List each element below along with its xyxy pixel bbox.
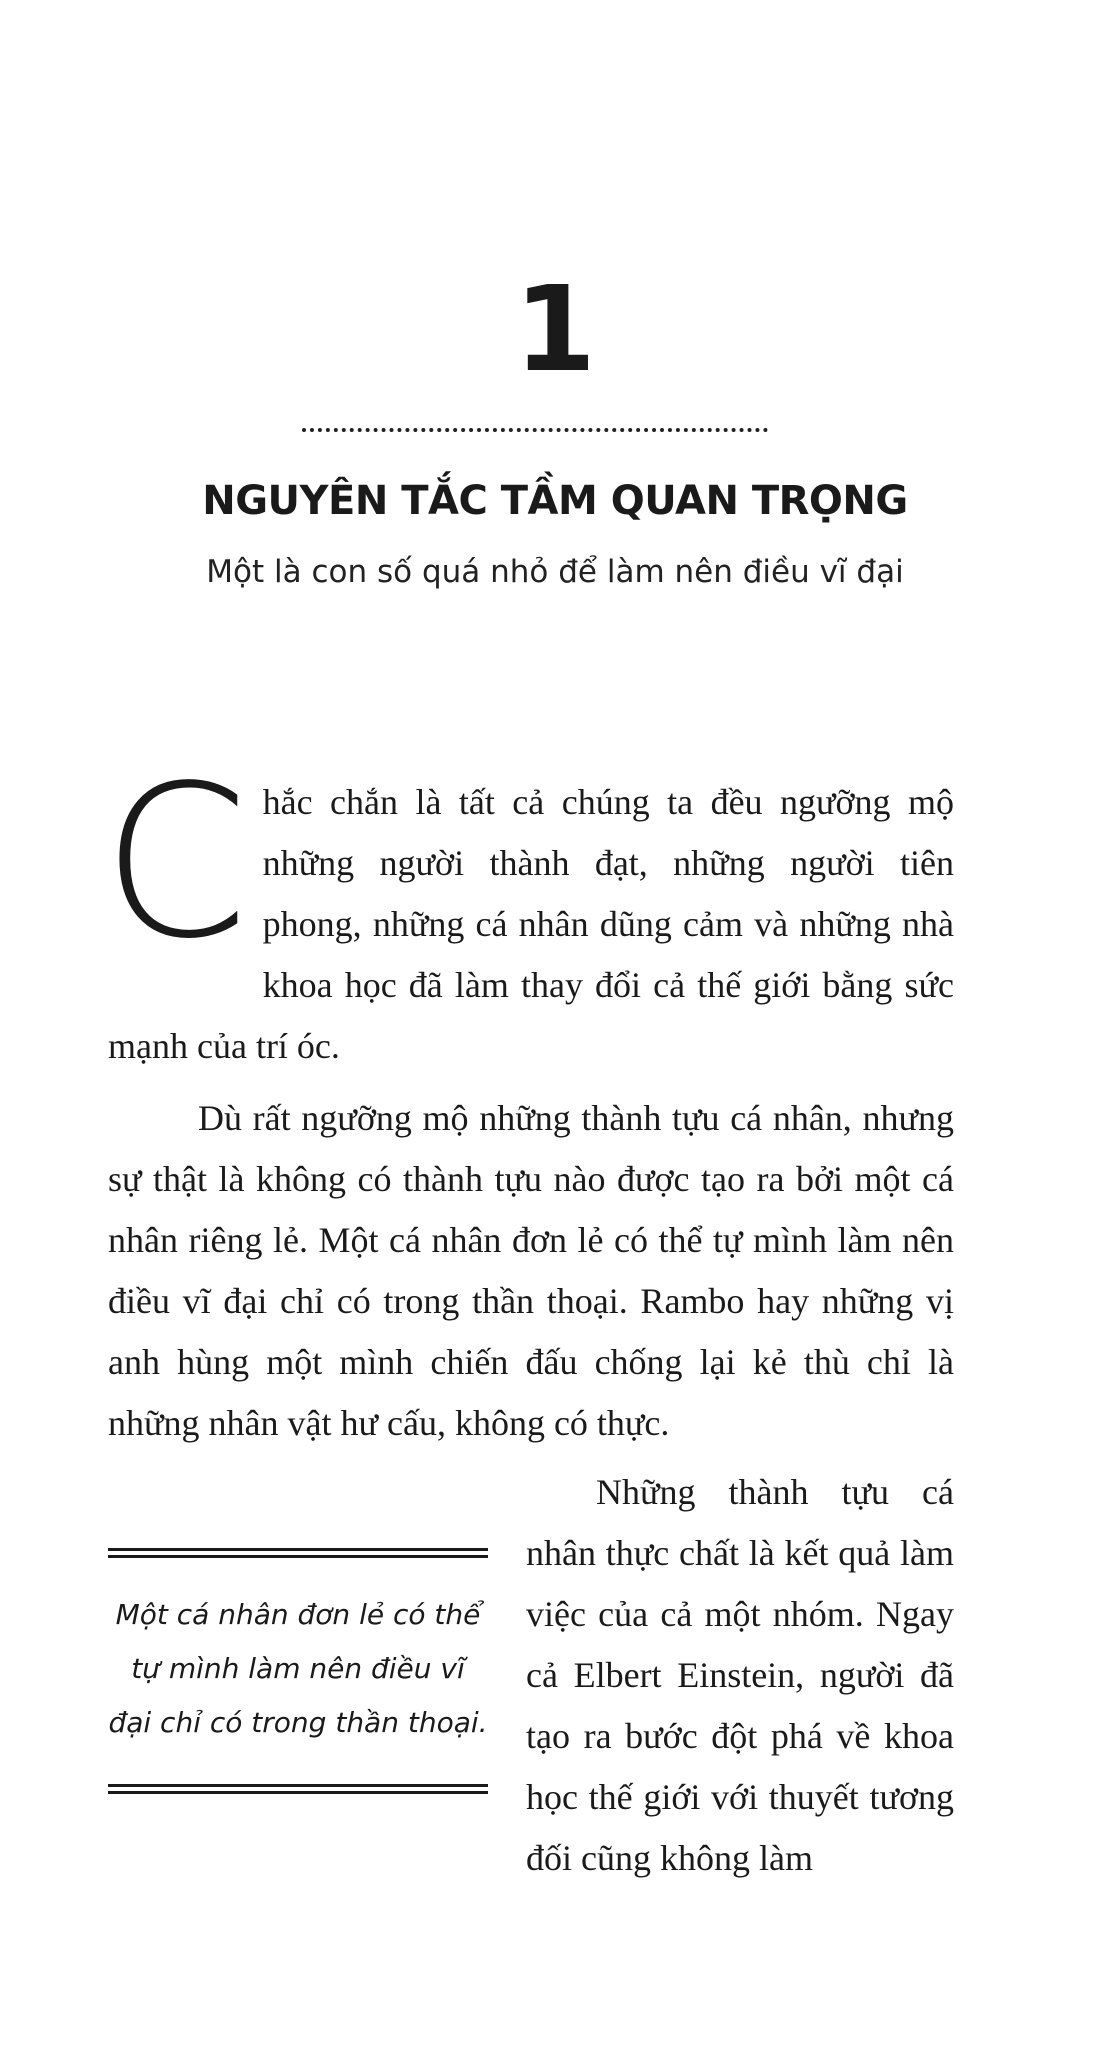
chapter-subtitle: Một là con số quá nhỏ để làm nên điều vĩ đại (206, 554, 904, 590)
paragraph-1-text: hắc chắn là tất cả chúng ta đều ngưỡng mộ những người thành đạt, những người tiên phong, những cá nhân dũng cảm và những nhà khoa học đã làm thay đổi cả thế giới bằng sức mạnh của trí óc. (108, 782, 954, 1066)
drop-cap: C (102, 740, 249, 985)
paragraph-2: Dù rất ngưỡng mộ những thành tựu cá nhân, nhưng sự thật là không có thành tựu nào được tạo ra bởi một cá nhân riêng lẻ. Một cá nhân đơn lẻ có thể tự mình làm nên điều vĩ đại chỉ có trong thần thoại. Rambo hay những vị anh hùng một mình chiến đấu chống lại kẻ thù chỉ là những nhân vật hư cấu, không có thực. (108, 1098, 954, 1443)
dotted-divider (302, 428, 768, 432)
paragraph-1 (102, 740, 954, 1077)
pull-quote-text: Một cá nhân đơn lẻ có thể tự mình làm nên điều vĩ đại chỉ có trong thần thoại. (108, 1598, 488, 1739)
pull-quote (108, 1548, 488, 1794)
paragraph-3: Những thành tựu cá nhân thực chất là kết quả làm việc của cả một nhóm. Ngay cả Elbert Einstein, người đã tạo ra bước đột phá về khoa học thế giới với thuyết tương đối cũng không làm (526, 1472, 954, 1878)
pull-quote-top-rule (108, 1548, 488, 1558)
chapter-number: 1 (513, 260, 597, 398)
pull-quote-bottom-rule (108, 1784, 488, 1794)
chapter-title: NGUYÊN TẮC TẦM QUAN TRỌNG (202, 478, 908, 524)
